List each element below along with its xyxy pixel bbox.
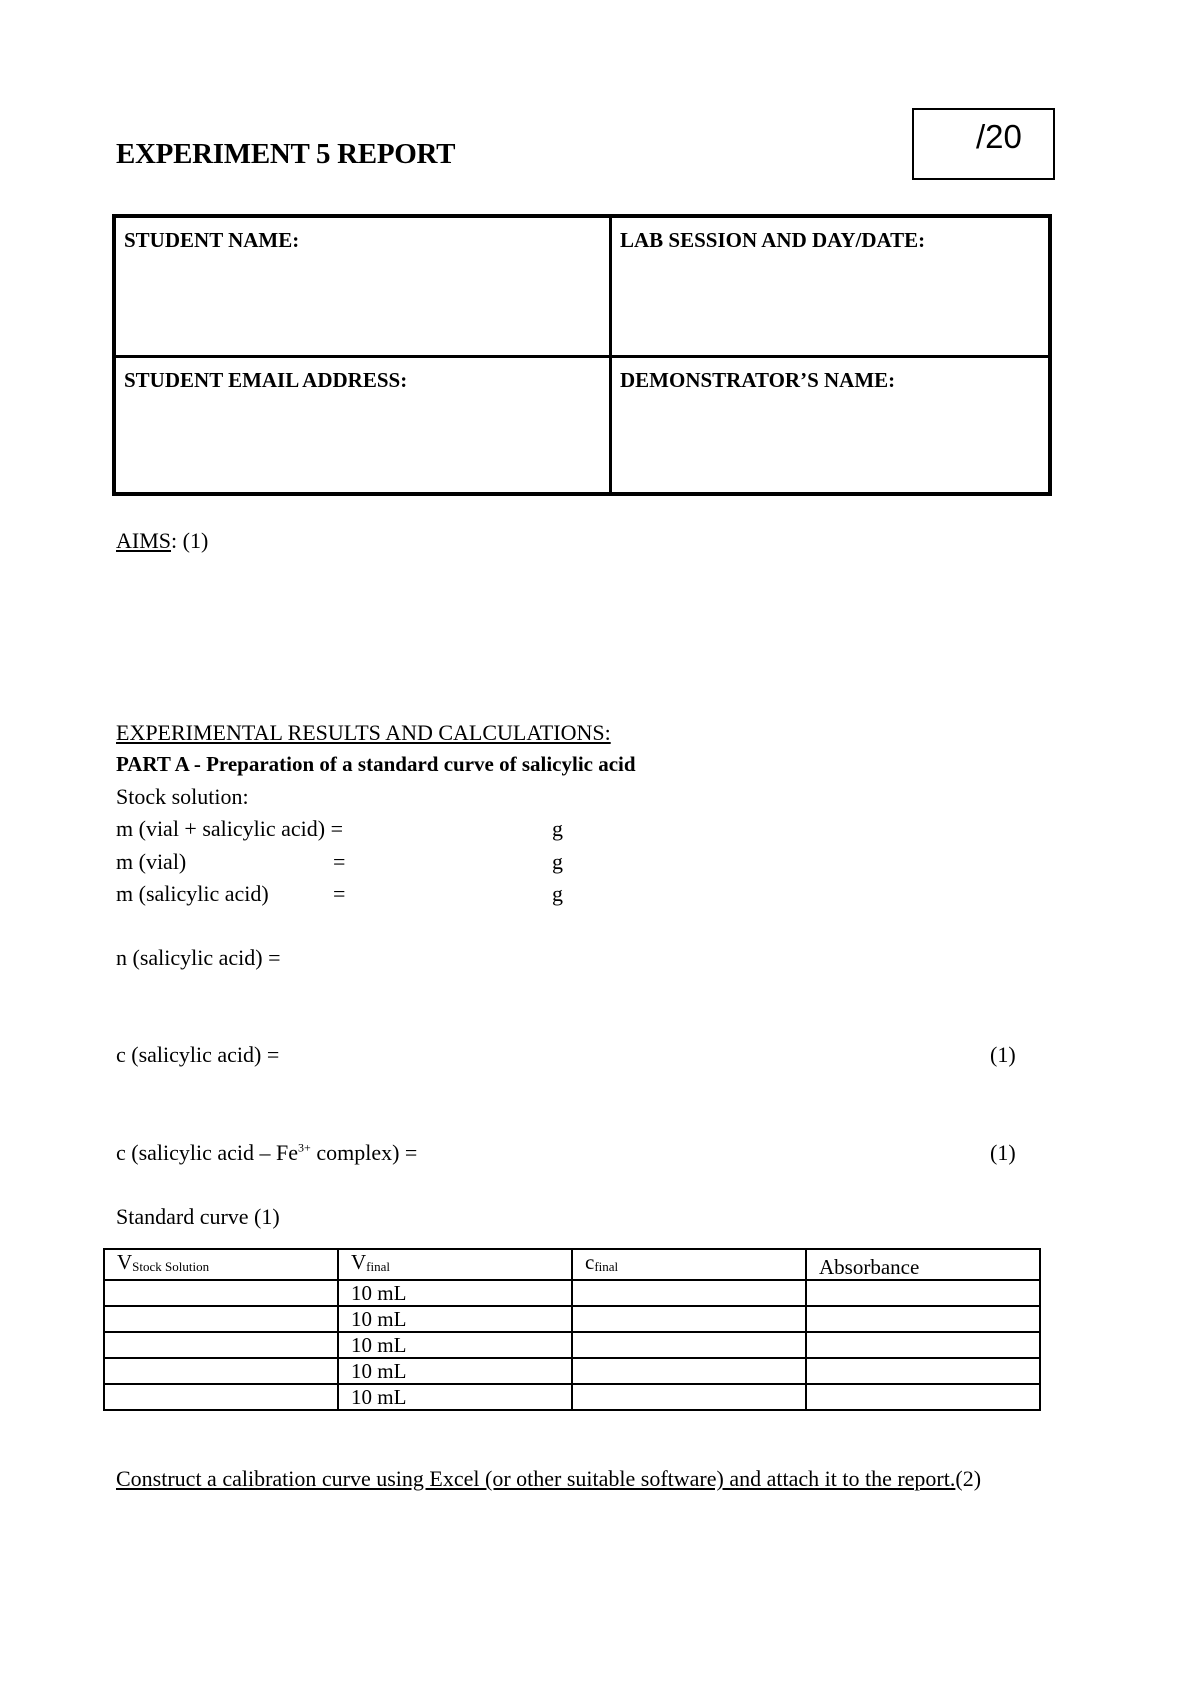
stock-solution-label: Stock solution: xyxy=(116,784,249,809)
cell-absorbance[interactable] xyxy=(806,1306,1040,1332)
unit-g: g xyxy=(552,849,563,874)
cell-c-final[interactable] xyxy=(572,1358,806,1384)
table-row xyxy=(104,1384,1040,1410)
table-row xyxy=(104,1358,1040,1384)
score-total: /20 xyxy=(976,118,1022,155)
unit-g: g xyxy=(552,816,563,841)
cell-c-final[interactable] xyxy=(572,1306,806,1332)
cell-v-final: 10 mL xyxy=(338,1280,572,1306)
cell-c-final[interactable] xyxy=(572,1332,806,1358)
results-heading: EXPERIMENTAL RESULTS AND CALCULATIONS: xyxy=(116,720,611,745)
conc-complex-label: c (salicylic acid – $Fe^{3+}$ complex) = xyxy=(116,1140,418,1165)
unit-g: g xyxy=(552,881,563,906)
instruction-line xyxy=(116,1466,981,1492)
cell-v-final: 10 mL xyxy=(338,1332,572,1358)
header-c-final: $c_{final}$ xyxy=(572,1249,806,1280)
table-header-row xyxy=(104,1249,1040,1280)
table-row xyxy=(104,1280,1040,1306)
page-title: EXPERIMENT 5 REPORT xyxy=(116,138,456,170)
table-row xyxy=(104,1306,1040,1332)
header-v-final: $V_{final}$ xyxy=(338,1249,572,1280)
aims-marks: : (1) xyxy=(171,528,209,553)
table-row xyxy=(104,1332,1040,1358)
student-name-label: STUDENT NAME: xyxy=(124,228,300,252)
cell-c-final[interactable] xyxy=(572,1384,806,1410)
cell-c-final[interactable] xyxy=(572,1280,806,1306)
part-a-heading: PART A - Preparation of a standard curve of salicylic acid xyxy=(116,752,636,776)
header-v-stock: $V_{Stock Solution}$ xyxy=(104,1249,338,1280)
cell-v-final: 10 mL xyxy=(338,1306,572,1332)
mass-acid-label: m (salicylic acid) xyxy=(116,881,269,906)
cell-absorbance[interactable] xyxy=(806,1384,1040,1410)
student-info-table xyxy=(112,214,1052,496)
score-box xyxy=(912,108,1055,180)
cell-v-stock[interactable] xyxy=(104,1358,338,1384)
standard-curve-label: Standard curve (1) xyxy=(116,1204,280,1229)
instruction-marks: (2) xyxy=(955,1466,982,1491)
mass-vial-acid-label: m (vial + salicylic acid) = xyxy=(116,816,344,841)
mass-vial-label: m (vial) xyxy=(116,849,187,874)
header-absorbance: Absorbance xyxy=(806,1249,1040,1280)
cell-v-stock[interactable] xyxy=(104,1384,338,1410)
student-email-field[interactable] xyxy=(116,358,609,492)
standard-curve-table xyxy=(103,1248,1041,1411)
equals-sign: = xyxy=(333,849,346,874)
student-name-field[interactable] xyxy=(116,218,609,355)
lab-session-field[interactable] xyxy=(612,218,1052,355)
cell-v-final: 10 mL xyxy=(338,1384,572,1410)
cell-absorbance[interactable] xyxy=(806,1358,1040,1384)
cell-v-stock[interactable] xyxy=(104,1280,338,1306)
conc-acid-label: c (salicylic acid) = xyxy=(116,1042,280,1067)
cell-v-stock[interactable] xyxy=(104,1332,338,1358)
demonstrator-field[interactable] xyxy=(612,358,1052,492)
cell-v-stock[interactable] xyxy=(104,1306,338,1332)
student-email-label: STUDENT EMAIL ADDRESS: xyxy=(124,368,408,392)
aims-heading xyxy=(116,528,208,554)
moles-acid-label: n (salicylic acid) = xyxy=(116,945,281,970)
cell-absorbance[interactable] xyxy=(806,1280,1040,1306)
aims-label: AIMS xyxy=(116,528,172,553)
cell-v-final: 10 mL xyxy=(338,1358,572,1384)
instruction-text: Construct a calibration curve using Excel (or other suitable software) and attach it to the report. xyxy=(116,1466,956,1491)
marks-label: (1) xyxy=(990,1140,1016,1165)
lab-session-label: LAB SESSION AND DAY/DATE: xyxy=(620,228,926,252)
marks-label: (1) xyxy=(990,1042,1016,1067)
demonstrator-label: DEMONSTRATOR’S NAME: xyxy=(620,368,896,392)
cell-absorbance[interactable] xyxy=(806,1332,1040,1358)
equals-sign: = xyxy=(333,881,346,906)
